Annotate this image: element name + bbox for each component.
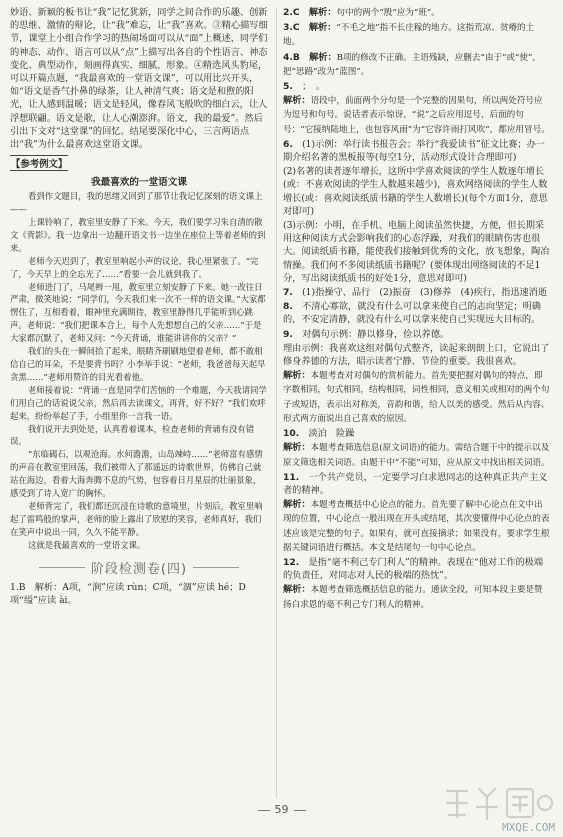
answer-1: 1.B 解析：A项，“涧”应读 rùn；C项，“涸”应读 hé；D项“缢”应读 ài。: [10, 581, 246, 606]
answer-number: 5.: [283, 81, 293, 93]
answer-text: 不清心寡欲，就没有什么可以拿来使自己的志向坚定；明确的，不安定清静，就没有什么可以拿来使自己实现远大目标的。: [283, 301, 541, 326]
answer-number: 11.: [283, 471, 300, 483]
essay-paragraph: 这就是我最喜欢的一堂语文课。: [28, 539, 146, 550]
essay-paragraph: 老师进门了，马尾辫一甩，教室里立刻安静了下来。她一改往日严肃，微笑地说：“同学们，今天我们来一次不一样的语文课。”大家都愣住了，互相看着，眼神里充满期待，教室里静得几乎能听到心跳声。老师说：“我们把课本合上，每个人先想想自己的父亲……”于是大家都沉默了，老师又问：“今天背诵，谁能讲讲你的父亲？”: [10, 281, 266, 344]
answer-item: [283, 471, 551, 497]
answer-text: 句中的两个“殷”应为“班”。: [336, 8, 440, 18]
answer-text: 本题考查概括中心论点的能力。首先要了解中心论点在文中出现的位置，中心论点一般出现在开头或结尾，其次要懂得中心论点的表述应该是完整的句子。如果有，就可直接摘录；如果没有，要求学生根据关键词语进行概括。本文是结尾句一句中心论点。: [283, 500, 550, 553]
right-column: [283, 6, 551, 613]
analysis-label: 解析：: [283, 584, 311, 596]
answer-number: 3.C: [283, 22, 300, 34]
answer-item: [283, 441, 551, 469]
title-rule-left: [39, 567, 85, 568]
answer-text: 是指“毫不利己专门利人”的精神。表现在“他对工作的极端的负责任，对同志对人民的极端的热忱”。: [283, 556, 544, 582]
answer-item: [283, 21, 551, 49]
section-title: [10, 558, 268, 577]
answer-text: 本题考查对对偶句的赏析能力。首先要把握对偶句的特点，即字数相同，句式相同，结构相同，词性相同，意义相关或相对的两个句子或短语，表示出对称美，音韵和谐，给人以美的感受。然后从内容、形式两方面说出自己喜欢的原因。: [283, 371, 550, 424]
answer-item: [283, 51, 551, 79]
analysis-label: 解析：: [283, 499, 311, 511]
analysis-label: 解析：: [308, 22, 337, 34]
answer-item: [283, 328, 551, 341]
answer-item: [283, 286, 551, 299]
answer-number: 6.: [283, 138, 293, 150]
essay-title: 我最喜欢的一堂语文课: [91, 177, 187, 189]
answer-number: 10.: [283, 428, 300, 440]
essay-paragraph: 看到作文题目，我的思绪又回到了那节让我记忆深刻的语文课上——: [10, 191, 263, 215]
answer-item: [283, 6, 551, 20]
analysis-label: 解析：: [283, 442, 311, 454]
essay-paragraph: 老师背完了，我们都还沉浸在诗歌的意境里，片刻后，教室里响起了雷鸣般的掌声，老师的脸上露出了欣慰的笑容，老师真好，我们在笑声中说出一同，久久不能平静。: [10, 500, 263, 537]
analysis-label: 解析：: [308, 7, 337, 18]
watermark-url: MXQE.COM: [502, 821, 555, 834]
answer-text: B项的修改不正确。主语残缺，应删去“由于”或“使”，把“思路”改为“蓝图”。: [283, 52, 541, 77]
answer-text: (1)指操守、品行 (2)振奋 (3)修养 (4)疾行，指迅速消逝: [302, 287, 548, 299]
answer-number: 9.: [283, 328, 293, 340]
answer-text: 一个共产党员，一定要学习白求恩同志的这种真正共产主义者的精神。: [283, 471, 548, 496]
answer-text: 对偶句示例：静以修身，俭以养德。: [302, 328, 450, 340]
answer-text: 本题考查筛选概括信息的能力。通读全段，可知本段主要是赞扬白求恩的毫不利己专门利人的精神。: [283, 585, 543, 610]
answer-number: 7.: [283, 287, 293, 299]
title-rule-right: [193, 567, 239, 568]
answer-text: “不毛之地”指不长庄稼的地方。这指荒凉、贫瘠的土地。: [283, 23, 535, 48]
answer-item: [283, 342, 551, 368]
column-divider: [276, 8, 277, 798]
essay-body: [10, 190, 268, 551]
answer-item: [283, 556, 551, 582]
answer-text: 语段中，前面两个分句是一个完整的因果句，所以两处符号应为逗号和句号。说话者表示惊讶，“说”之后应用逗号，后面的句号：“它接纳陆地上，也包容风雨”为“它容许雨打风吹”，都应用冒号。: [283, 96, 550, 135]
essay-paragraph: 我们说开去到处是，认真看着课本，检查老师的背诵有没有错误。: [10, 423, 255, 447]
answer-text: 淡泊 险躁: [308, 428, 355, 440]
essay-paragraph: 我们的头在一瞬间抬了起来，眼睛齐刷刷地望着老师，都不敢相信自己的耳朵，不是要背书吗？小李举手说：“老师，我爸爸每天起早贪黑……”老师用赞许的目光看着他。: [10, 346, 266, 382]
answer-item: [283, 165, 551, 218]
essay-paragraph: 老师今天迟到了，教室里响起小声的议论，我心里紧张了。“完了，今天早上的全忘光了……”看要一会儿就到我了。: [10, 255, 259, 279]
essay-paragraph: “东临碣石，以观沧海。水何澹澹，山岛竦峙……”老师富有感情的声音在教室里回荡，我们被带入了那遥远的诗歌世界，仿佛自己就站在海边，看着大海奔腾不息的气势，包容着日月星辰的壮丽景象，感受到了诗人宽广的胸怀。: [10, 449, 263, 499]
analysis-label: 解析：: [283, 370, 311, 382]
answer-item: [283, 80, 551, 93]
answer-item: [283, 427, 551, 440]
answer-text: 理由示例：我喜欢这组对偶句式整齐，读起来朗朗上口，它说出了修身养德的方法，昭示读者宁静、节俭的重要。我很喜欢。: [283, 342, 550, 368]
essay-paragraph: 老师接着说：“背诵一直是同学们苦恼的一个难题，今天我请同学们用自己的话说说父亲，然后再去读课文，再背，好不好？”我们欢呼起来，纷纷举起了手，小组里你一言我一语。: [10, 384, 267, 421]
answer-text: (2)名著的读者逐年增长，这所中学喜欢阅读的学生人数逐年增长(或：不喜欢阅读的学生人数越来越少)，喜欢网络阅读的学生人数增长(或：喜欢阅读纸质书籍的学生人数增长)(每个方面1分，意思对即可): [283, 166, 548, 217]
analysis-label: 解析：: [283, 95, 311, 107]
analysis-label: 解析：: [309, 51, 337, 63]
answer-item: [283, 369, 551, 426]
answer-item: [283, 219, 551, 285]
intro-paragraph: 妙语、新颖的板书让“我”记忆犹新，同学之间合作的乐趣、创新的思维、激情的辩论，让“我”难忘，让“我”喜欢。③精心描写细节，课堂上小组合作学习的热闹场面可以从“面”上概述，同学们的神态、动作、语言可以从“点”上描写出各自的个性语言、神态变化、典型动作，刻画得真实、细腻、形象。④精选风头豹尾，可以开篇点题，“我最喜欢的一堂语文课”，可以用比兴开头，如“语文是香气扑鼻的绿茶，让人神清气爽；语文是和煦的阳光，让人感到温暖；语文是轻风，像春风飞般吹的细白云，让人浮想联翩。语文是歌，让人心潮澎湃。语文，我的最爱”。然后引出下文对“这堂课”的回忆。结尾要深化中心，三言两语点出“我”为什么最喜欢这堂语文课。: [10, 7, 268, 151]
answer-number: 4.B: [283, 51, 300, 63]
page-number: 59: [0, 803, 563, 816]
answer-number: 2.C: [283, 7, 300, 18]
answer-text: (3)示例：小明，在手机、电脑上阅读虽然快捷，方便，但长期采用这种阅读方式会影响我们的心态浮躁，对我们的眼睛伤害也很大。阅读纸质书籍，能使我们接触到优秀的文化，放飞想象，陶冶情操。我们何不多阅读纸质书籍呢？(要体现出网络阅读的不足1分，写出阅读纸质书的好处1分，意思对即可): [283, 220, 550, 284]
answer-item: [283, 94, 551, 137]
answer-item: [283, 498, 551, 555]
essay-paragraph: 上课铃响了，教室里安静了下来。今天，我们要学习朱自清的散文《背影》。我一边拿出一边翻开语文书一边坐在座位上等着老师的到来。: [10, 217, 266, 253]
answer-item: [283, 300, 551, 326]
answer-number: 12.: [283, 556, 300, 568]
section-title-text: 阶段检测卷(四): [90, 561, 188, 577]
answer-number: 8.: [283, 301, 293, 313]
answer-text: ； 。: [302, 81, 326, 93]
answer-text: (1)示例：举行读书报告会；举行“我爱读书”征文比赛；办一期介绍名著的黑板报等(每空1分，活动形式设计合理即可): [283, 138, 545, 164]
left-column: [10, 6, 268, 608]
answer-text: 本题考查筛选信息(原文词语)的能力。需结合题干中的提示以及原文筛选相关词语。由题干中“不能”可知，应从原文中找出相关词语。: [283, 443, 550, 468]
answer-item: [283, 583, 551, 611]
answer-item: [283, 138, 551, 164]
reference-essay-label: 【参考例文】: [10, 155, 68, 171]
